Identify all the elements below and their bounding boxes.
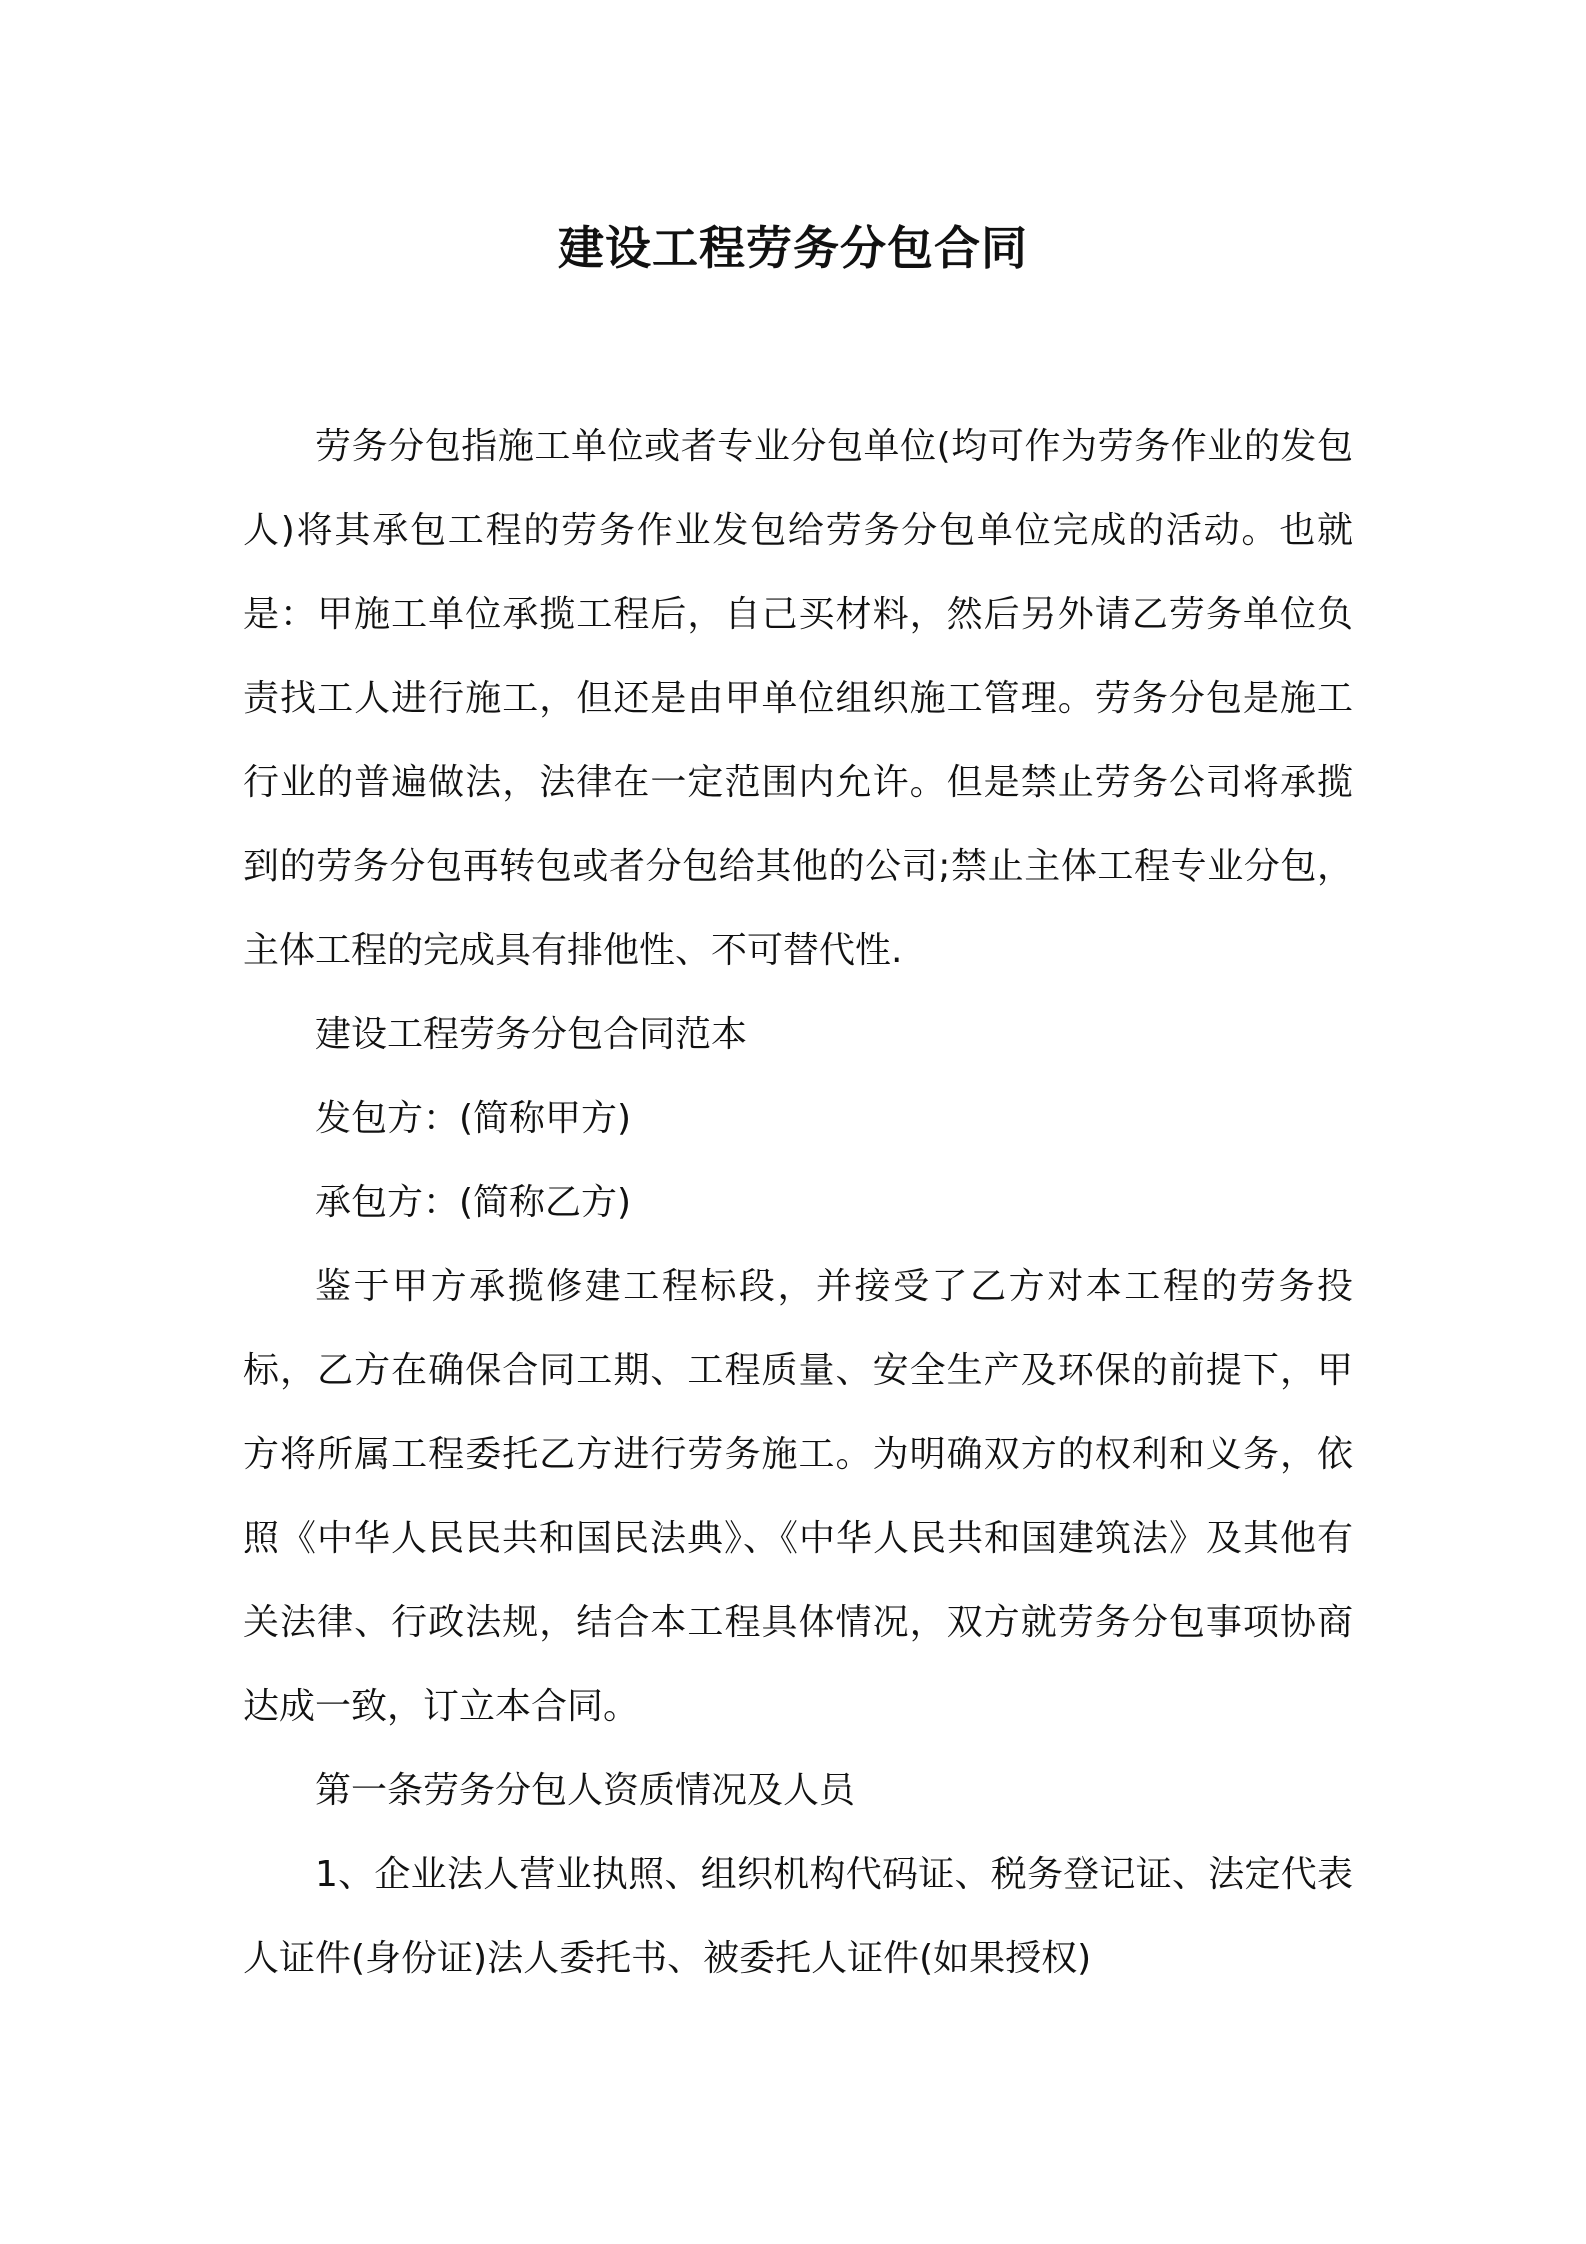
document-body <box>243 405 1353 2001</box>
paragraph-article-one-heading: 第一条劳务分包人资质情况及人员 <box>315 1770 856 1811</box>
paragraph-intro: 劳务分包指施工单位或者专业分包单位(均可作为劳务作业的发包人)将其承包工程的劳务作业发包给劳务分包单位完成的活动。也就是：甲施工单位承揽工程后，自己买材料，然后另外请乙劳务单位负责找工人进行施工，但还是由甲单位组织施工管理。劳务分包是施工行业的普遍做法，法律在一定范围内允许。但是禁止劳务公司将承揽到的劳务分包再转包或者分包给其他的公司;禁止主体工程专业分包，主体工程的完成具有排他性、不可替代性. <box>243 426 1353 971</box>
paragraph-preamble: 鉴于甲方承揽修建工程标段，并接受了乙方对本工程的劳务投标，乙方在确保合同工期、工程质量、安全生产及环保的前提下，甲方将所属工程委托乙方进行劳务施工。为明确双方的权利和义务，依照《中华人民民共和国民法典》、《中华人民共和国建筑法》及其他有关法律、行政法规，结合本工程具体情况，双方就劳务分包事项协商达成一致，订立本合同。 <box>243 1266 1353 1727</box>
paragraph-party-a: 发包方：(简称甲方) <box>315 1098 632 1139</box>
paragraph-template-heading: 建设工程劳务分包合同范本 <box>315 1014 748 1055</box>
document-title: 建设工程劳务分包合同 <box>558 221 1028 275</box>
paragraph-article-one-item-1: 1、企业法人营业执照、组织机构代码证、税务登记证、法定代表人证件(身份证)法人委托书、被委托人证件(如果授权) <box>243 1854 1353 1979</box>
paragraph-party-b: 承包方：(简称乙方) <box>315 1182 632 1223</box>
